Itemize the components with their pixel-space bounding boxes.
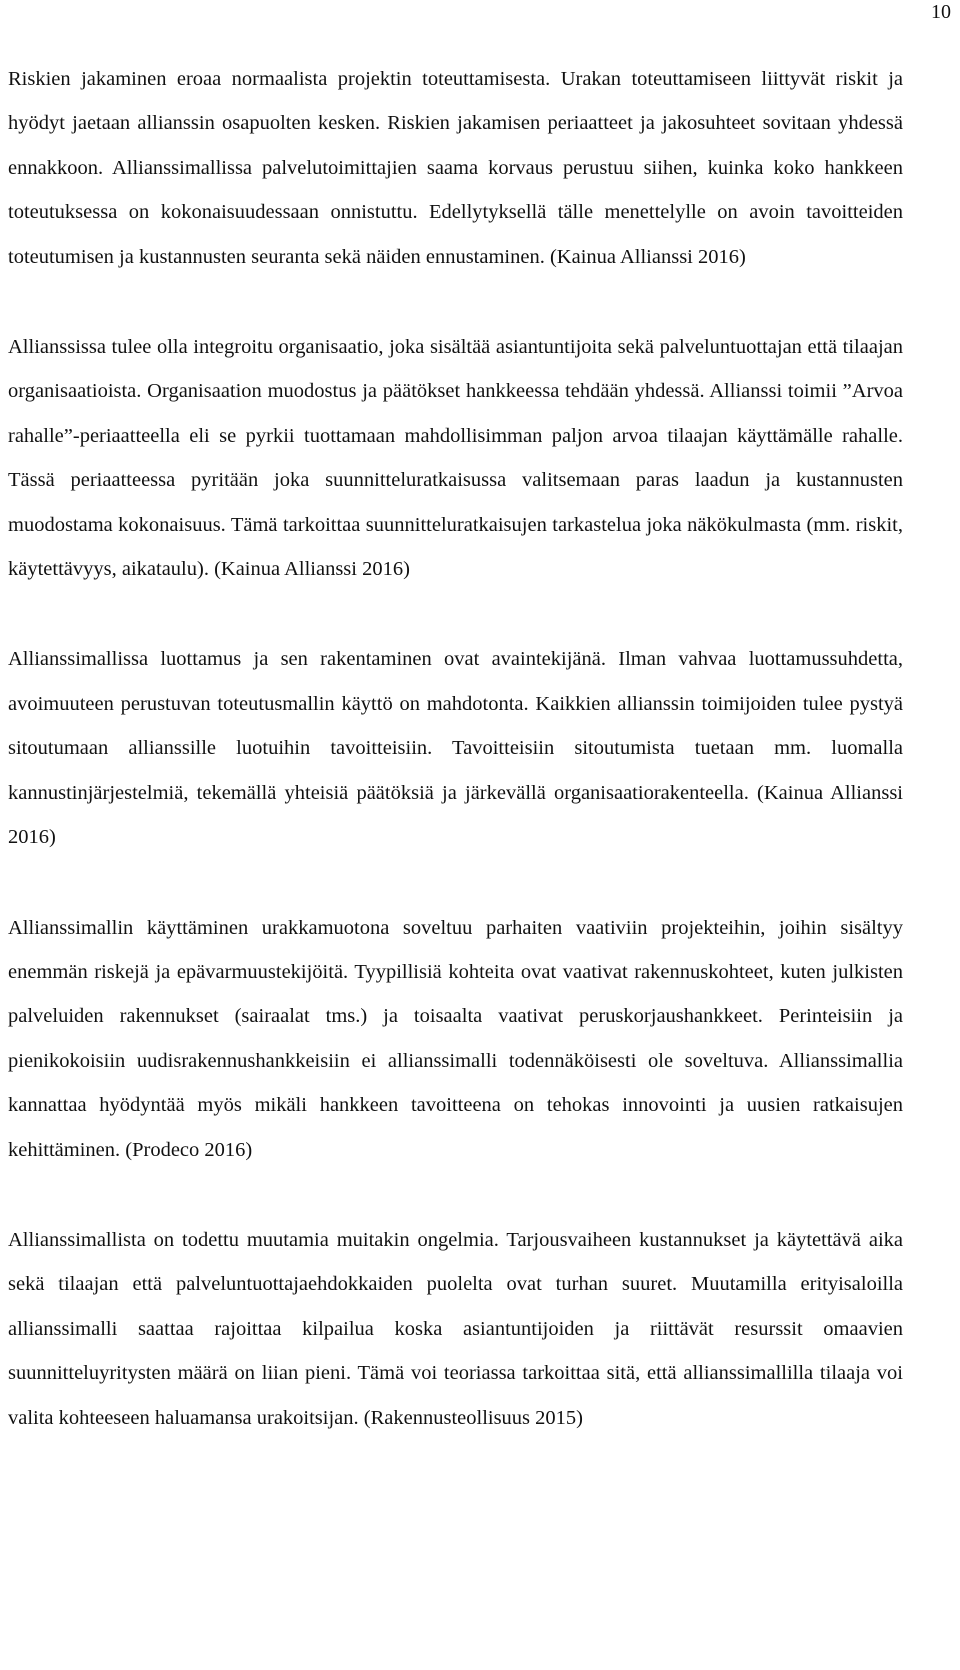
paragraph-suitability: Allianssimallin käyttäminen urakkamuotona soveltuu parhaiten vaativiin projekteihin, joihin sisältyy enemmän riskejä ja epävarmuustekijöitä. Tyypillisiä kohteita ovat vaativat rakennuskohteet, kuten julkisten palveluiden rakennukset (sairaalat tms.) ja toisaalta vaativat peruskorjaushankkeet. Perinteisiin ja pienikokoisiin uudisrakennushankkeisiin ei allianssimalli todennäköisesti ole soveltuva. Allianssimallia kannattaa hyödyntää myös mikäli hankkeen tavoitteena on tehokas innovointi ja uusien ratkaisujen kehittäminen. (Prodeco 2016) xyxy=(8,916,903,1161)
document-body xyxy=(8,57,903,1440)
paragraph-integrated-organisation: Allianssissa tulee olla integroitu organisaatio, joka sisältää asiantuntijoita sekä palveluntuottajan että tilaajan organisaatioista. Organisaation muodostus ja päätökset hankkeessa tehdään yhdessä. Allianssi toimii ”Arvoa rahalle”-periaatteella eli se pyrkii tuottamaan mahdollisimman paljon arvoa tilaajan käyttämälle rahalle. Tässä periaatteessa pyritään joka suunnitteluratkaisussa valitsemaan paras laadun ja kustannusten muodostama kokonaisuus. Tämä tarkoittaa suunnitteluratkaisujen tarkastelua joka näkökulmasta (mm. riskit, käytettävyys, aikataulu). (Kainua Allianssi 2016) xyxy=(8,336,903,581)
paragraph-problems: Allianssimallista on todettu muutamia muitakin ongelmia. Tarjousvaiheen kustannukset ja käytettävä aika sekä tilaajan että palveluntuottajaehdokkaiden puolelta ovat turhan suuret. Muutamilla erityisaloilla allianssimalli saattaa rajoittaa kilpailua koska asiantuntijoiden ja riittävät resurssit omaavien suunnitteluyritysten määrä on liian pieni. Tämä voi teoriassa tarkoittaa sitä, että allianssimallilla tilaaja voi valita kohteeseen haluamansa urakoitsijan. (Rakennusteollisuus 2015) xyxy=(8,1228,903,1429)
page-number: 10 xyxy=(931,1,951,23)
paragraph-trust: Allianssimallissa luottamus ja sen rakentaminen ovat avaintekijänä. Ilman vahvaa luottamussuhdetta, avoimuuteen perustuvan toteutusmallin käyttö on mahdotonta. Kaikkien allianssin toimijoiden tulee pystyä sitoutumaan allianssille luotuihin tavoitteisiin. Tavoitteisiin sitoutumista tuetaan mm. luomalla kannustinjärjestelmiä, tekemällä yhteisiä päätöksiä ja järkevällä organisaatiorakenteella. (Kainua Allianssi 2016) xyxy=(8,648,903,849)
paragraph-risk-sharing: Riskien jakaminen eroaa normaalista projektin toteuttamisesta. Urakan toteuttamiseen liittyvät riskit ja hyödyt jaetaan allianssin osapuolten kesken. Riskien jakamisen periaatteet ja jakosuhteet sovitaan yhdessä ennakkoon. Allianssimallissa palvelutoimittajien saama korvaus perustuu siihen, kuinka koko hankkeen toteutuksessa on kokonaisuudessaan onnistuttu. Edellytyksellä tälle menettelylle on avoin tavoitteiden toteutumisen ja kustannusten seuranta sekä näiden ennustaminen. (Kainua Allianssi 2016) xyxy=(8,68,903,268)
